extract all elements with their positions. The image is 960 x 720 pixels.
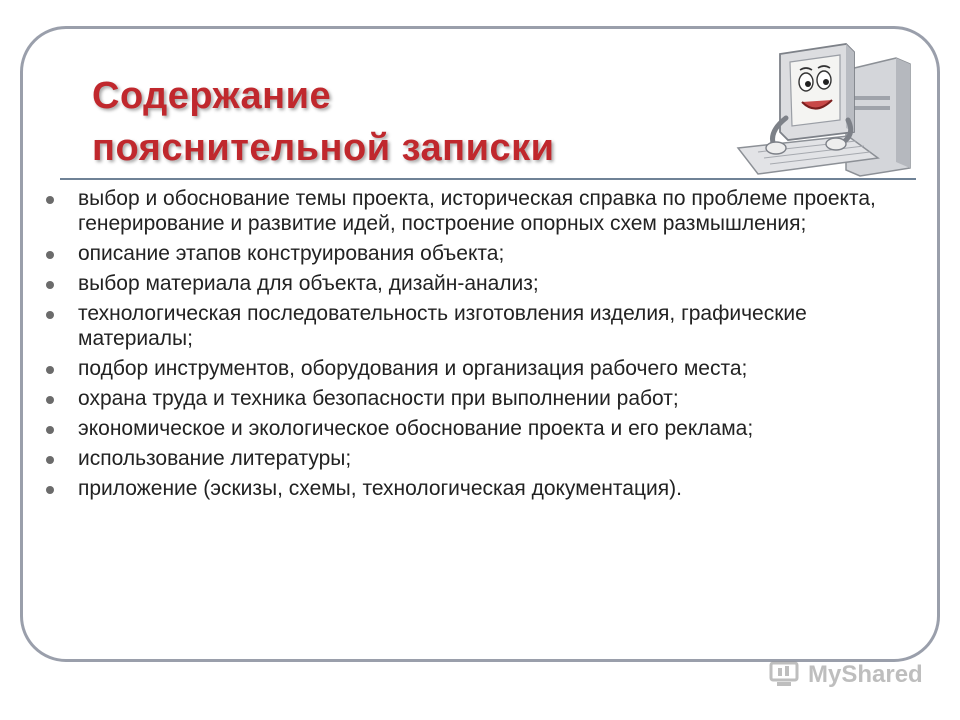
bullet-dot-icon xyxy=(46,311,54,319)
list-item xyxy=(44,271,904,296)
list-item-text: выбор материала для объекта, дизайн-анализ; xyxy=(78,272,539,295)
list-item-text: подбор инструментов, оборудования и организация рабочего места; xyxy=(78,357,748,380)
list-item xyxy=(44,241,904,266)
list-item-text: использование литературы; xyxy=(78,447,352,470)
title-divider xyxy=(60,178,916,180)
list-item-text: выбор и обоснование темы проекта, историческая справка по проблеме проекта, генерирование и развитие идей, построение опорных схем размышления; xyxy=(78,187,876,235)
title-line-2: пояснительной записки xyxy=(92,127,555,169)
list-item xyxy=(44,301,904,351)
list-item-text: охрана труда и техника безопасности при выполнении работ; xyxy=(78,387,679,410)
list-item-text: технологическая последовательность изготовления изделия, графические материалы; xyxy=(78,302,807,350)
bullet-list xyxy=(44,186,904,506)
list-item xyxy=(44,356,904,381)
bullet-dot-icon xyxy=(46,396,54,404)
bullet-dot-icon xyxy=(46,281,54,289)
list-item-text: экономическое и экологическое обоснование проекта и его реклама; xyxy=(78,417,754,440)
myshared-logo-icon xyxy=(768,660,802,690)
watermark xyxy=(768,658,923,692)
computer-mascot-icon xyxy=(728,40,918,180)
list-item xyxy=(44,476,904,501)
list-item xyxy=(44,186,904,236)
list-item xyxy=(44,416,904,441)
title-line-1: Содержание xyxy=(92,75,332,117)
bullet-dot-icon xyxy=(46,251,54,259)
list-item xyxy=(44,446,904,471)
bullet-dot-icon xyxy=(46,426,54,434)
list-item xyxy=(44,386,904,411)
bullet-dot-icon xyxy=(46,456,54,464)
bullet-dot-icon xyxy=(46,196,54,204)
list-item-text: описание этапов конструирования объекта; xyxy=(78,242,505,265)
bullet-dot-icon xyxy=(46,486,54,494)
list-item-text: приложение (эскизы, схемы, технологическая документация). xyxy=(78,477,682,500)
watermark-text: MyShared xyxy=(808,661,923,688)
slide-title xyxy=(92,70,554,174)
bullet-dot-icon xyxy=(46,366,54,374)
